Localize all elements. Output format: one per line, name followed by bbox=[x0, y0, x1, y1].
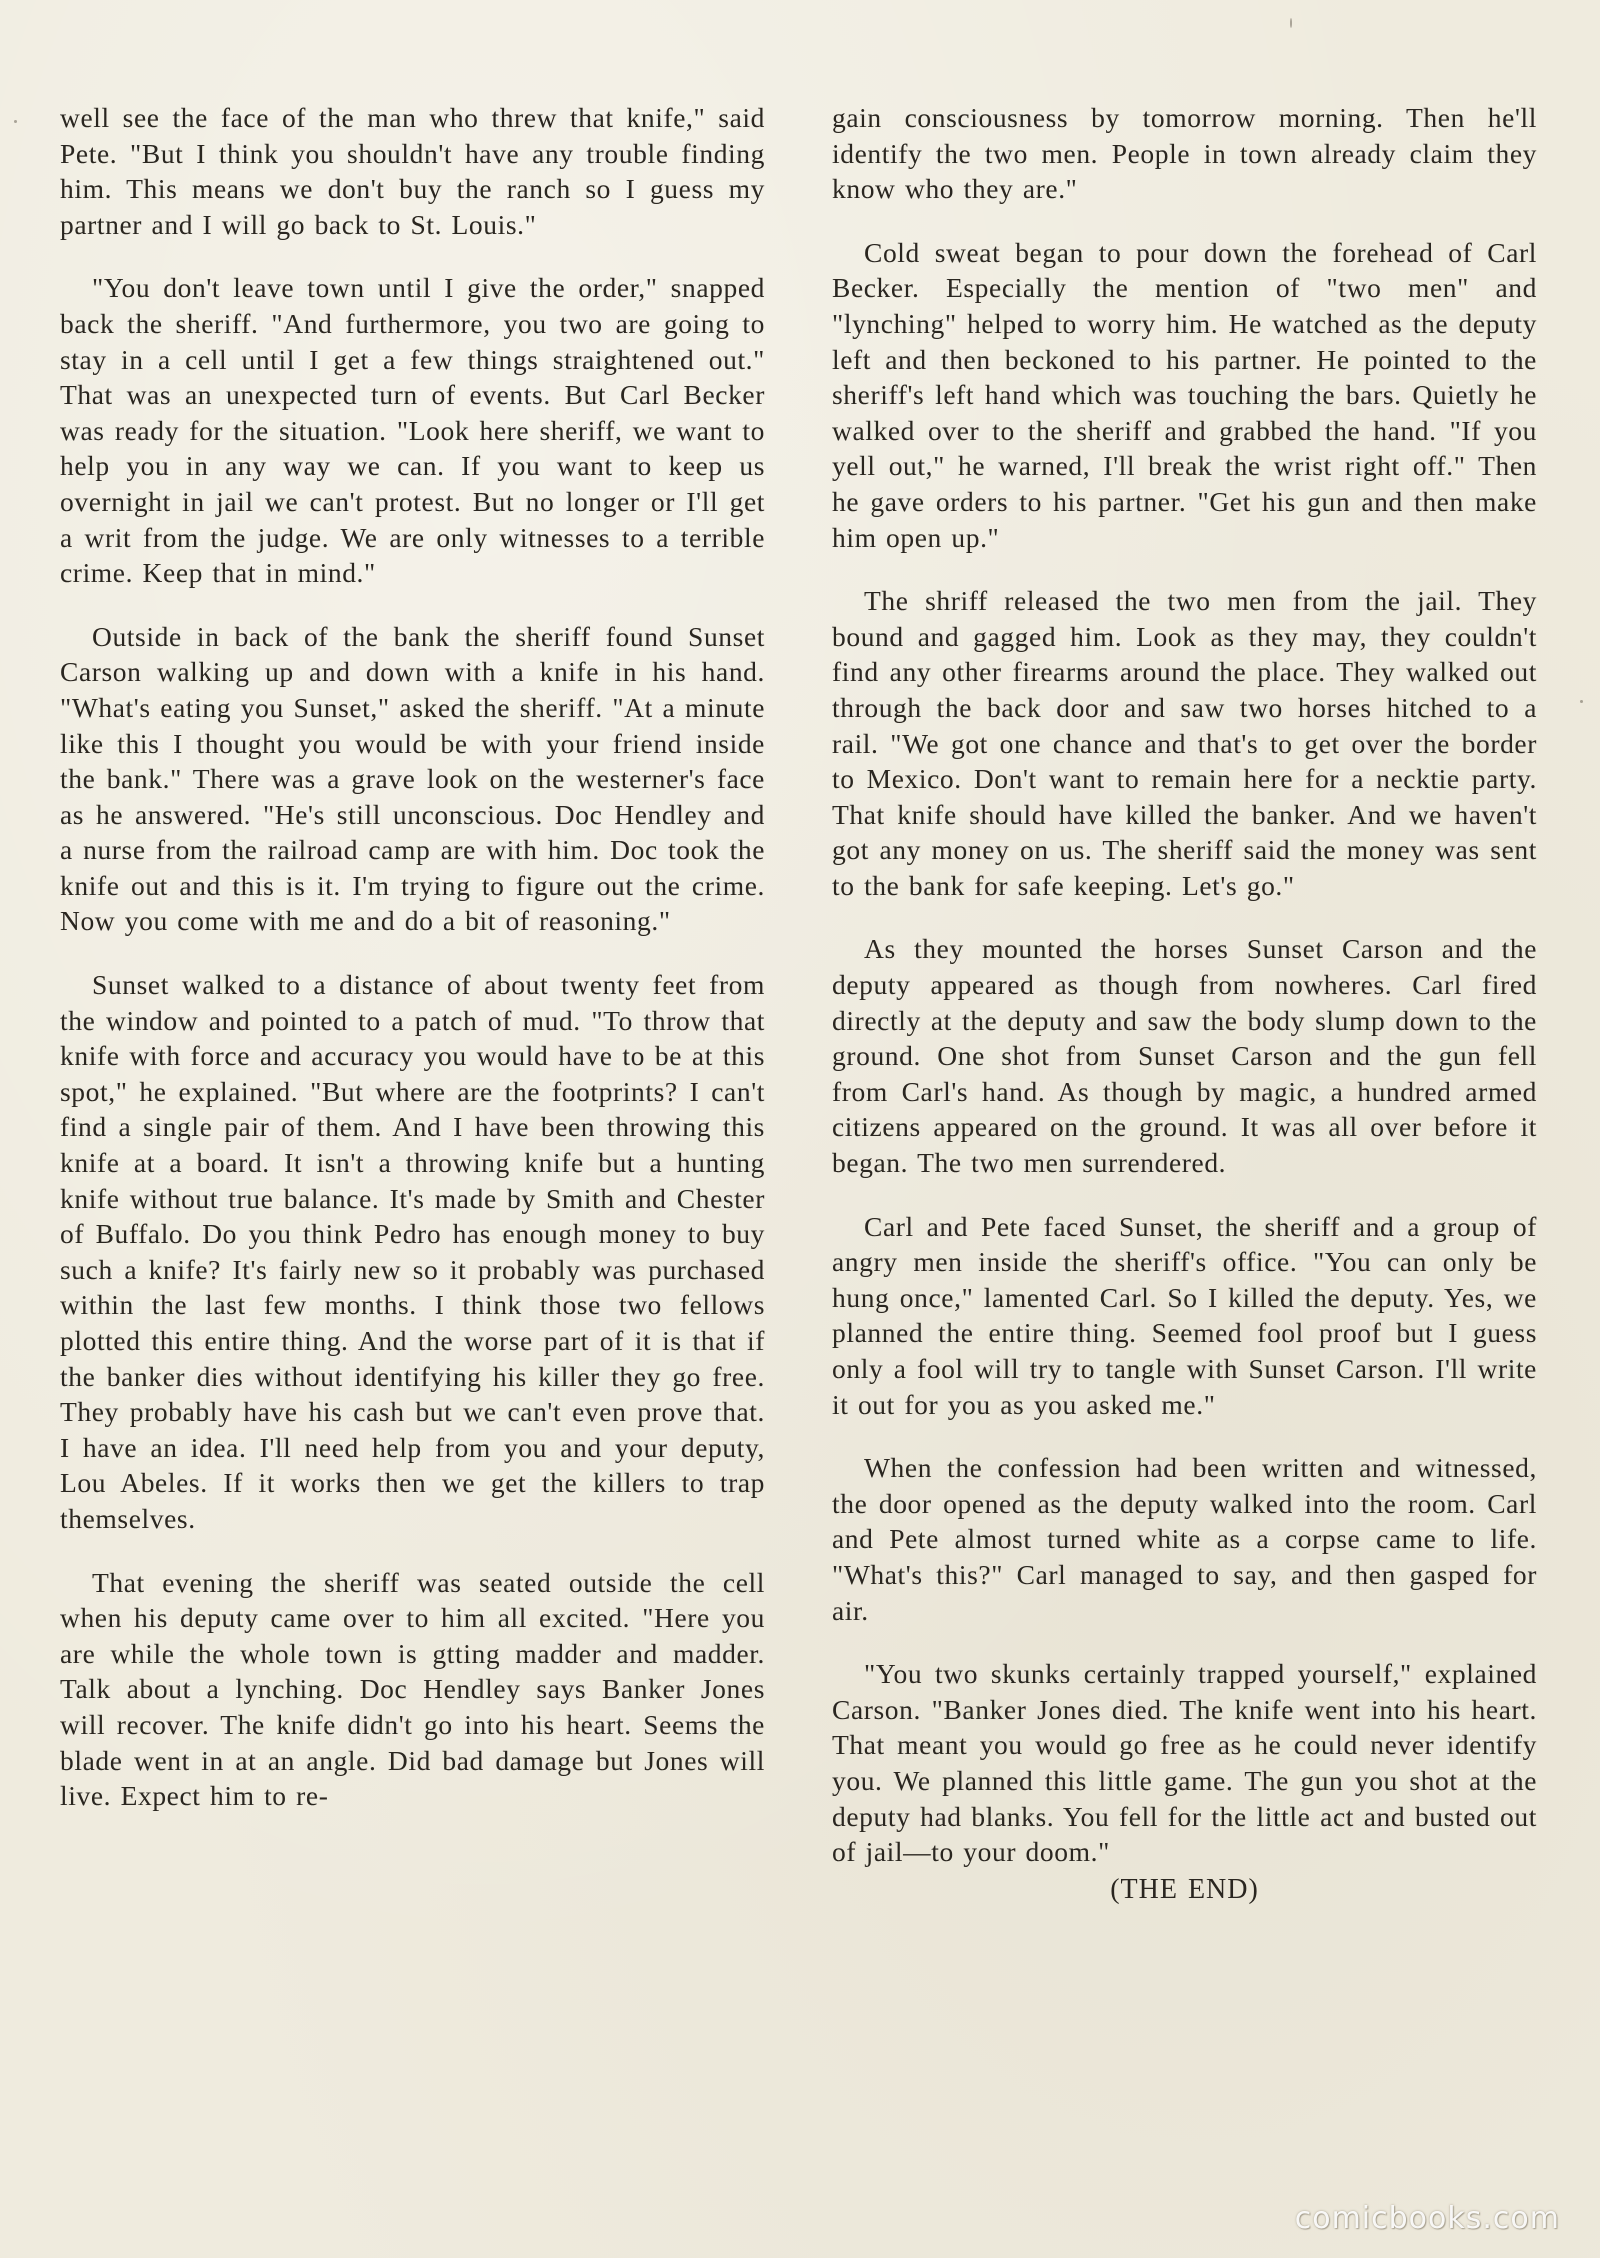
paragraph: "You two skunks certainly trapped yourself," explained Carson. "Banker Jones died. The knife went into his heart. That meant you would go free as he could never identify you. We planned this little game. The gun you shot at the deputy had blanks. You fell for the little act and busted out of jail—to your doom." bbox=[832, 1658, 1537, 1868]
paragraph: That evening the sheriff was seated outside the cell when his deputy came over to him all excited. "Here you are while the whole town is gtting madder and madder. Talk about a lynching. Doc Hendley says Banker Jones will recover. The knife didn't go into his heart. Seems the blade went in at an angle. Did bad damage but Jones will live. Expect him to re- bbox=[60, 1566, 765, 1812]
right-column bbox=[832, 100, 1537, 1907]
paragraph: When the confession had been written and witnessed, the door opened as the deputy walked into the room. Carl and Pete almost turned white as a corpse came to life. "What's this?" Carl managed to say, and then gasped for air. bbox=[832, 1452, 1537, 1626]
paragraph: Outside in back of the bank the sheriff found Sunset Carson walking up and down with a knife in his hand. "What's eating you Sunset," asked the sheriff. "At a minute like this I thought you would be with your friend inside the bank." There was a grave look on the westerner's face as he answered. "He's still unconscious. Doc Hendley and a nurse from the railroad camp are with him. Doc took the knife out and this is it. I'm trying to figure out the crime. Now you come with me and do a bit of reasoning." bbox=[60, 620, 765, 937]
paragraph: well see the face of the man who threw that knife," said Pete. "But I think you shouldn't have any trouble finding him. This means we don't buy the ranch so I guess my partner and I will go back to St. Louis." bbox=[60, 102, 765, 240]
paragraph: gain consciousness by tomorrow morning. Then he'll identify the two men. People in town already claim they know who they are." bbox=[832, 102, 1537, 205]
paragraph: "You don't leave town until I give the order," snapped back the sheriff. "And furthermore, you two are going to stay in a cell until I get a few things straightened out." That was an unexpected turn of events. But Carl Becker was ready for the situation. "Look here sheriff, we want to help you in any way we can. If you want to keep us overnight in jail we can't protest. But no longer or I'll get a writ from the judge. We are only witnesses to a terrible crime. Keep that in mind." bbox=[60, 272, 765, 589]
paragraph: As they mounted the horses Sunset Carson and the deputy appeared as though from nowheres. Carl fired directly at the deputy and saw the body slump down to the ground. One shot from Sunset Carson and the gun fell from Carl's hand. As though by magic, a hundred armed citizens appeared on the ground. It was all over before it began. The two men surrendered. bbox=[832, 933, 1537, 1179]
paragraph: Cold sweat began to pour down the forehead of Carl Becker. Especially the mention of "two men" and "lynching" helped to worry him. He watched as the deputy left and then beckoned to his partner. He pointed to the sheriff's left hand which was touching the bars. Quietly he walked over to the sheriff and grabbed the hand. "If you yell out," he warned, I'll break the wrist right off." Then he gave orders to his partner. "Get his gun and then make him open up." bbox=[832, 236, 1537, 553]
left-column bbox=[60, 100, 765, 1842]
the-end-mark: (THE END) bbox=[1110, 1873, 1259, 1905]
paragraph: Sunset walked to a distance of about twenty feet from the window and pointed to a patch of mud. "To throw that knife with force and accuracy you would have to be at this spot," he explained. "But where are the footprints? I can't find a single pair of them. And I have been throwing this knife at a board. It isn't a throwing knife but a hunting knife without true balance. It's made by Smith and Chester of Buffalo. Do you think Pedro has enough money to buy such a knife? It's fairly new so it probably was purchased within the last few months. I think those two fellows plotted this entire thing. And the worse part of it is that if the banker dies without identifying his killer they go free. They probably have his cash but we can't even prove that. I have an idea. I'll need help from you and your deputy, Lou Abeles. If it works then we get the killers to trap themselves. bbox=[60, 969, 765, 1534]
watermark-logo: comicbooks.com bbox=[1294, 2201, 1560, 2236]
paragraph: Carl and Pete faced Sunset, the sheriff and a group of angry men inside the sheriff's office. "You can only be hung once," lamented Carl. So I killed the deputy. Yes, we planned the entire thing. Seemed fool proof but I guess only a fool will try to tangle with Sunset Carson. I'll write it out for you as you asked me." bbox=[832, 1210, 1537, 1420]
paragraph: The shriff released the two men from the jail. They bound and gagged him. Look as they may, they couldn't find any other firearms around the place. They walked out through the back door and saw two horses hitched to a rail. "We got one chance and that's to get over the border to Mexico. Don't want to remain here for a necktie party. That knife should have killed the banker. And we haven't got any money on us. The sheriff said the money was sent to the bank for safe keeping. Let's go." bbox=[832, 585, 1537, 901]
paper-speck bbox=[14, 120, 17, 123]
paper-speck bbox=[1290, 18, 1292, 28]
paper-speck bbox=[1580, 700, 1583, 703]
